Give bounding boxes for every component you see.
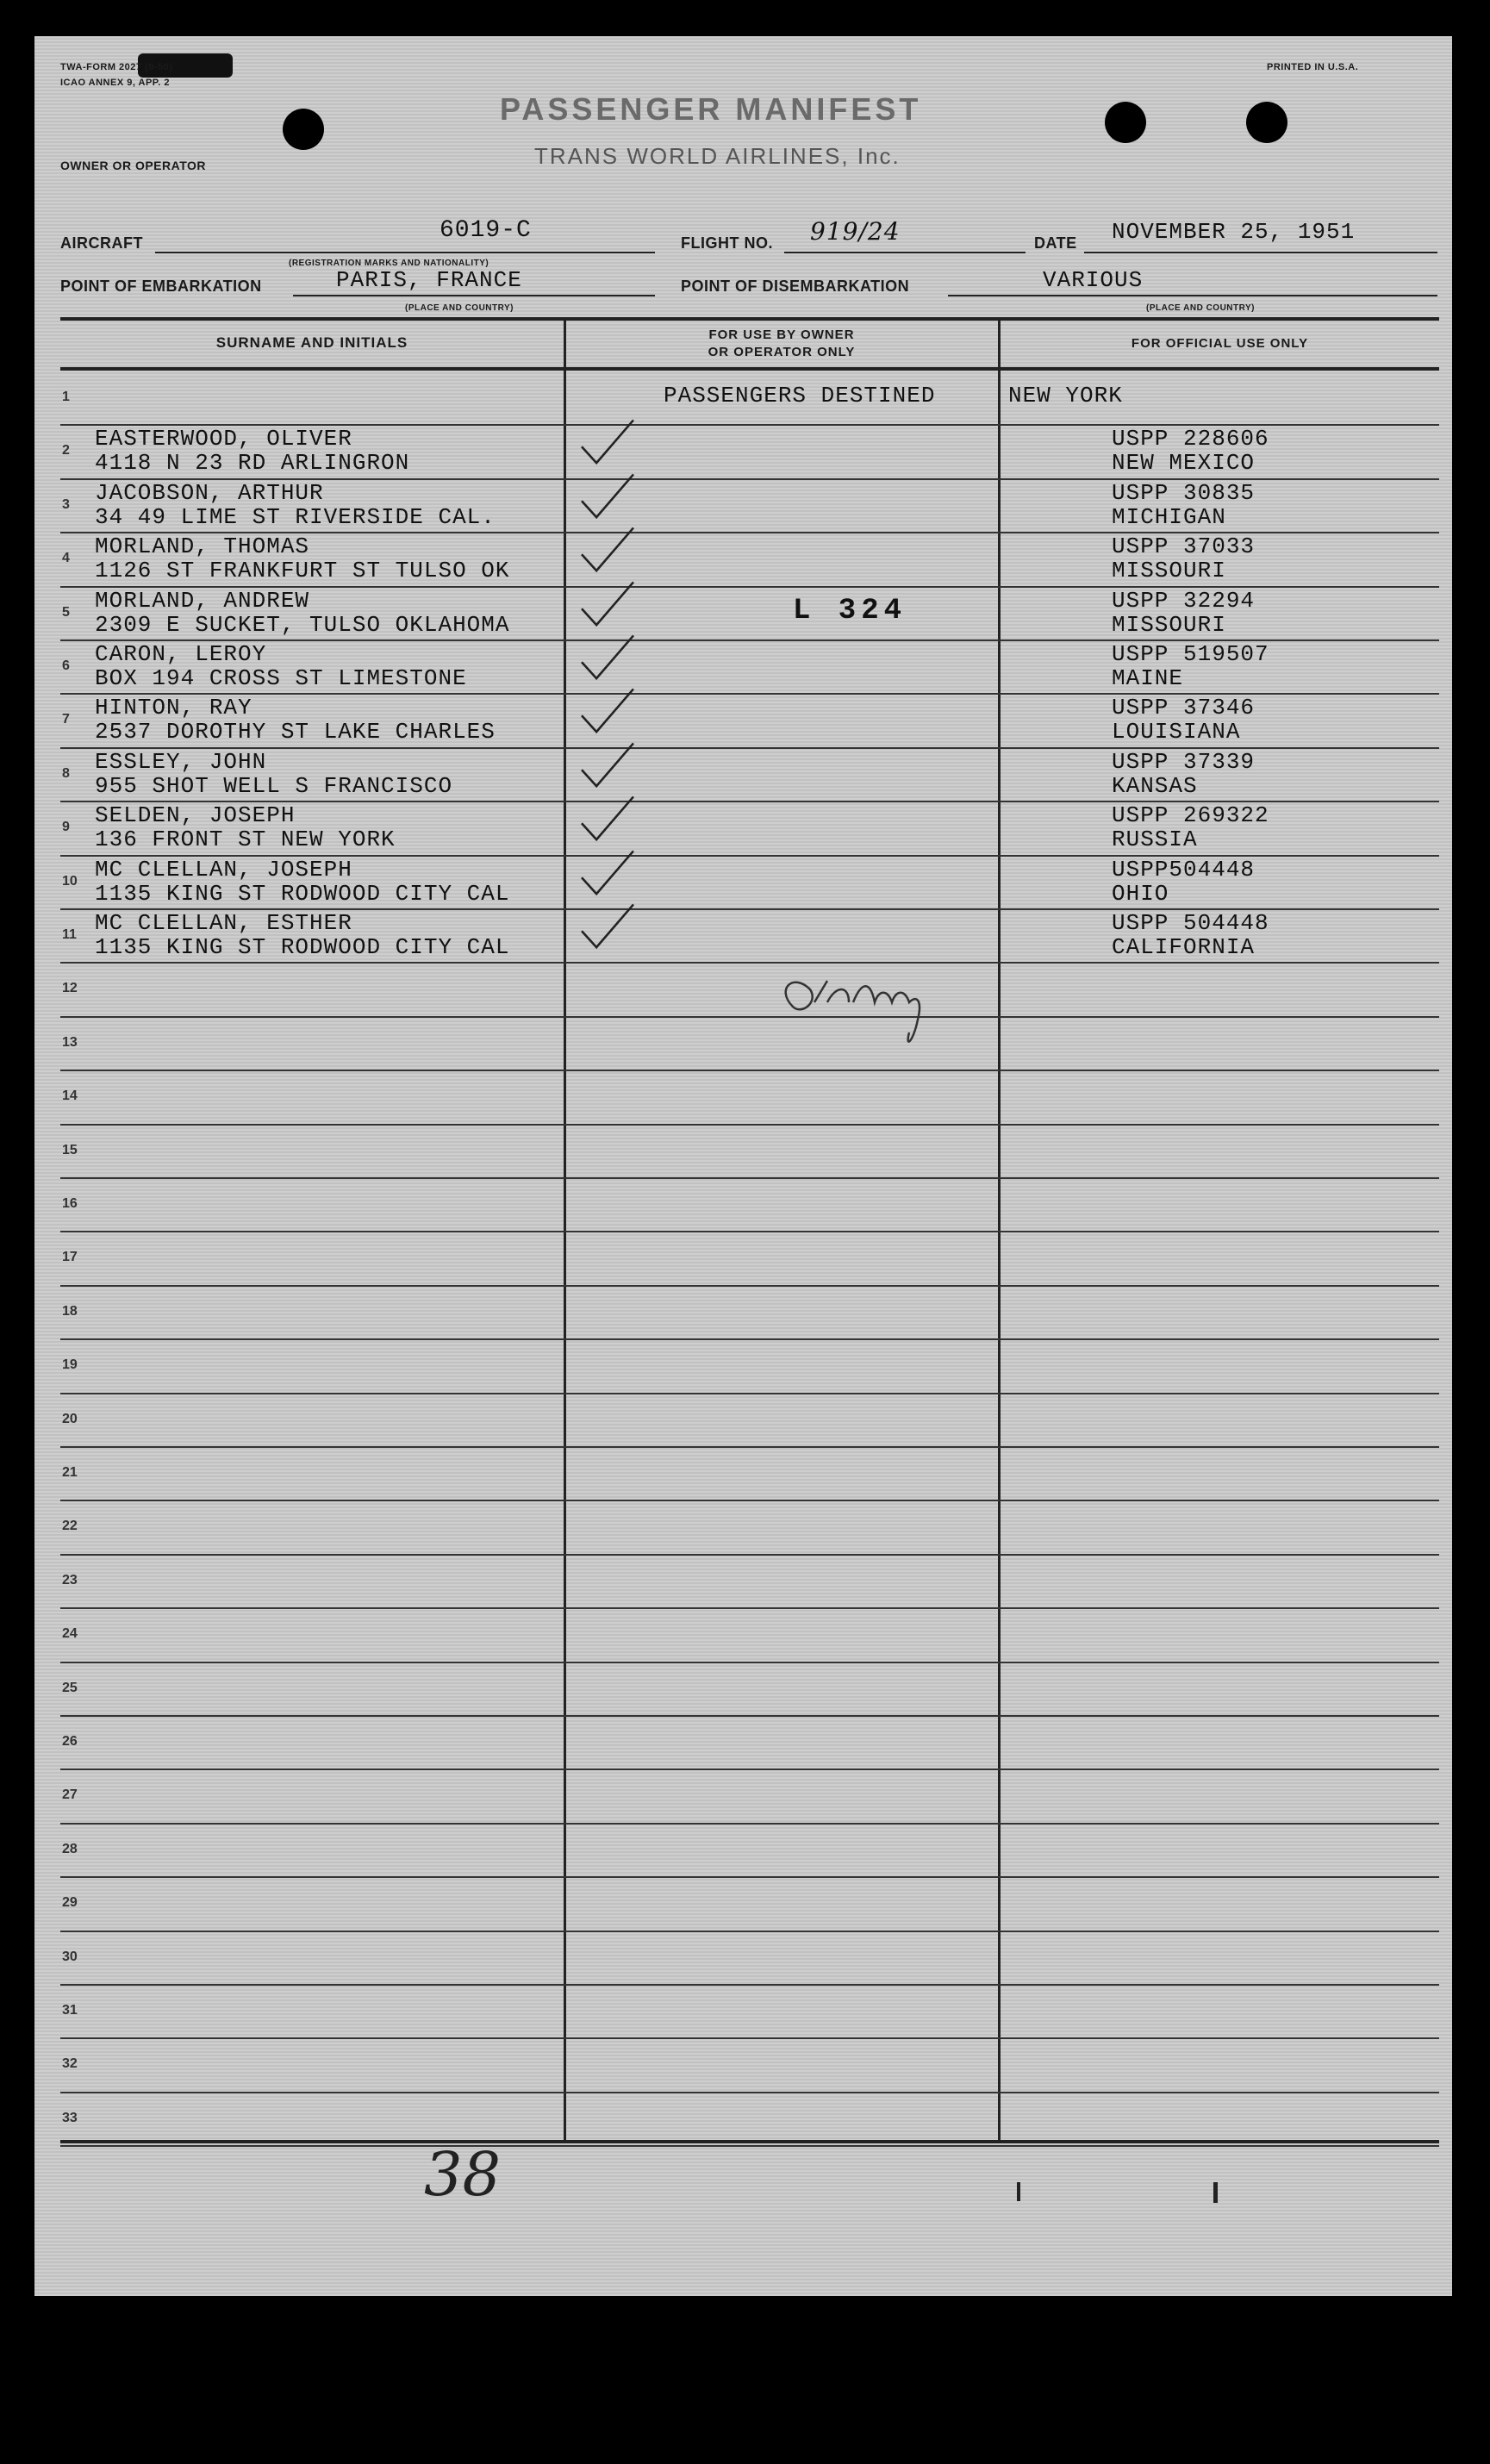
passenger-address: 34 49 LIME ST RIVERSIDE CAL. — [95, 504, 496, 530]
passenger-name: ESSLEY, JOHN — [95, 749, 267, 775]
check-mark-icon — [577, 848, 638, 900]
passenger-state: MICHIGAN — [1112, 504, 1226, 530]
passenger-state: MAINE — [1112, 665, 1184, 691]
row-number: 31 — [62, 2003, 78, 2018]
passport-number: USPP 37346 — [1112, 695, 1256, 720]
row-number: 23 — [62, 1573, 78, 1588]
disembarkation-value: VARIOUS — [1043, 267, 1144, 293]
header-bottom-rule — [60, 367, 1439, 371]
passenger-name: JACOBSON, ARTHUR — [95, 480, 324, 506]
check-mark-icon — [577, 794, 638, 845]
punch-hole-right-2 — [1246, 102, 1287, 143]
disembarkation-note: (PLACE AND COUNTRY) — [1146, 303, 1255, 313]
table-bottom-rule — [60, 2140, 1439, 2143]
row-number: 28 — [62, 1842, 78, 1856]
passenger-address: 2309 E SUCKET, TULSO OKLAHOMA — [95, 612, 510, 638]
row-rule — [60, 1124, 1439, 1126]
row-rule — [60, 1662, 1439, 1663]
check-mark-icon — [577, 686, 638, 738]
row-number: 6 — [62, 658, 70, 673]
row-rule — [60, 1446, 1439, 1448]
row-number: 11 — [62, 927, 77, 942]
embarkation-label: POINT OF EMBARKATION — [60, 278, 262, 295]
footer-tick-2 — [1213, 2182, 1218, 2203]
passenger-address: 1126 ST FRANKFURT ST TULSO OK — [95, 558, 510, 583]
row1-destination: NEW YORK — [1008, 383, 1123, 409]
footer-tick-1 — [1017, 2182, 1020, 2201]
row-rule — [60, 1285, 1439, 1287]
row-number: 14 — [62, 1089, 78, 1103]
passenger-address: 2537 DOROTHY ST LAKE CHARLES — [95, 719, 496, 745]
row-number: 5 — [62, 605, 70, 620]
date-value: NOVEMBER 25, 1951 — [1112, 219, 1356, 245]
column-surname-header: SURNAME AND INITIALS — [215, 334, 408, 351]
passenger-name: MORLAND, THOMAS — [95, 533, 310, 559]
row-number: 32 — [62, 2056, 78, 2071]
row-number: 8 — [62, 766, 70, 781]
row-number: 2 — [62, 443, 70, 458]
row-number: 25 — [62, 1681, 78, 1695]
row-number: 24 — [62, 1626, 78, 1641]
passenger-name: MORLAND, ANDREW — [95, 588, 310, 614]
column-owner-header-1: FOR USE BY OWNER — [708, 327, 855, 342]
row-rule — [60, 1823, 1439, 1825]
footer-handwritten-number: 38 — [424, 2139, 502, 2210]
column-owner-header-2: OR OPERATOR ONLY — [708, 345, 856, 359]
passport-number: USPP504448 — [1112, 857, 1256, 883]
row-rule — [60, 1393, 1439, 1394]
check-mark-icon — [577, 417, 638, 469]
passport-number: USPP 504448 — [1112, 910, 1269, 936]
row-number: 22 — [62, 1519, 78, 1533]
row-number: 4 — [62, 551, 70, 565]
table-top-rule — [60, 317, 1439, 321]
check-mark-icon — [577, 740, 638, 792]
row-number: 20 — [62, 1412, 78, 1426]
row-number: 33 — [62, 2111, 78, 2125]
passenger-address: 4118 N 23 RD ARLINGRON — [95, 450, 410, 476]
passenger-name: SELDEN, JOSEPH — [95, 802, 296, 828]
stamp-number: L 324 — [793, 595, 907, 627]
aircraft-underline — [155, 252, 655, 253]
row-number: 19 — [62, 1357, 78, 1372]
passenger-name: CARON, LEROY — [95, 641, 267, 667]
passenger-state: MISSOURI — [1112, 558, 1226, 583]
aircraft-note: (REGISTRATION MARKS AND NATIONALITY) — [289, 259, 489, 268]
flight-label: FLIGHT NO. — [681, 234, 773, 252]
row-rule — [60, 1338, 1439, 1340]
passport-number: USPP 37033 — [1112, 533, 1256, 559]
row-number: 1 — [62, 390, 70, 404]
row-rule — [60, 1768, 1439, 1770]
passport-number: USPP 228606 — [1112, 426, 1269, 452]
aircraft-label: AIRCRAFT — [60, 234, 143, 252]
row-number: 26 — [62, 1734, 78, 1749]
row-rule — [60, 1715, 1439, 1717]
aircraft-value: 6019-C — [440, 217, 532, 244]
row-rule — [60, 2145, 1439, 2147]
row-rule — [60, 1070, 1439, 1071]
punch-hole-left — [283, 109, 324, 150]
passenger-name: HINTON, RAY — [95, 695, 252, 720]
check-mark-icon — [577, 901, 638, 953]
passport-number: USPP 519507 — [1112, 641, 1269, 667]
passenger-state: RUSSIA — [1112, 827, 1198, 852]
row-number: 16 — [62, 1196, 78, 1211]
airline-name: TRANS WORLD AIRLINES, Inc. — [534, 143, 901, 169]
passenger-state: OHIO — [1112, 881, 1169, 907]
passport-number: USPP 269322 — [1112, 802, 1269, 828]
check-mark-icon — [577, 579, 638, 631]
check-mark-icon — [577, 633, 638, 684]
row-number: 13 — [62, 1035, 78, 1050]
form-number: TWA-FORM 2027 (9-50) — [60, 62, 173, 72]
passport-number: USPP 37339 — [1112, 749, 1256, 775]
passport-number: USPP 30835 — [1112, 480, 1256, 506]
disembarkation-label: POINT OF DISEMBARKATION — [681, 278, 910, 295]
row-number: 15 — [62, 1143, 78, 1157]
row-rule — [60, 1231, 1439, 1232]
printed-note: PRINTED IN U.S.A. — [1267, 62, 1359, 72]
row-number: 29 — [62, 1895, 78, 1910]
passenger-address: 955 SHOT WELL S FRANCISCO — [95, 773, 453, 799]
row-number: 12 — [62, 981, 78, 995]
row-rule — [60, 962, 1439, 964]
row-rule — [60, 1554, 1439, 1556]
row-rule — [60, 2037, 1439, 2039]
column-divider-2 — [998, 317, 1001, 2140]
passenger-state: NEW MEXICO — [1112, 450, 1256, 476]
embarkation-note: (PLACE AND COUNTRY) — [405, 303, 514, 313]
column-divider-1 — [564, 317, 566, 2140]
row-rule — [60, 1931, 1439, 1932]
date-underline — [1084, 252, 1437, 253]
handwritten-signature — [767, 955, 974, 1058]
page-title: PASSENGER MANIFEST — [500, 91, 922, 127]
punch-hole-right-1 — [1105, 102, 1146, 143]
check-mark-icon — [577, 471, 638, 523]
column-official-header: FOR OFFICIAL USE ONLY — [1131, 336, 1309, 351]
flight-value: 919/24 — [810, 217, 901, 246]
row-rule — [60, 1177, 1439, 1179]
passenger-name: EASTERWOOD, OLIVER — [95, 426, 352, 452]
row-rule — [60, 1984, 1439, 1986]
date-label: DATE — [1034, 234, 1077, 252]
passenger-name: MC CLELLAN, ESTHER — [95, 910, 352, 936]
owner-operator-label: OWNER OR OPERATOR — [60, 159, 206, 172]
row-number: 18 — [62, 1304, 78, 1319]
manifest-sheet — [34, 36, 1452, 2296]
row1-passengers-destined: PASSENGERS DESTINED — [664, 383, 936, 409]
row-number: 7 — [62, 712, 70, 727]
passenger-address: 136 FRONT ST NEW YORK — [95, 827, 396, 852]
row-number: 10 — [62, 874, 78, 889]
icao-annex: ICAO ANNEX 9, APP. 2 — [60, 78, 170, 88]
row-number: 27 — [62, 1787, 78, 1802]
passenger-address: 1135 KING ST RODWOOD CITY CAL — [95, 881, 510, 907]
passenger-state: CALIFORNIA — [1112, 934, 1256, 960]
row-rule — [60, 1500, 1439, 1501]
passenger-state: MISSOURI — [1112, 612, 1226, 638]
passport-number: USPP 32294 — [1112, 588, 1256, 614]
row-number: 9 — [62, 820, 70, 834]
passenger-state: LOUISIANA — [1112, 719, 1241, 745]
check-mark-icon — [577, 525, 638, 577]
disembarkation-underline — [948, 295, 1437, 296]
row-number: 30 — [62, 1949, 78, 1964]
passenger-state: KANSAS — [1112, 773, 1198, 799]
row-number: 21 — [62, 1465, 78, 1480]
row-number: 17 — [62, 1250, 78, 1264]
row-rule — [60, 2092, 1439, 2093]
passenger-name: MC CLELLAN, JOSEPH — [95, 857, 352, 883]
row-number: 3 — [62, 497, 70, 512]
embarkation-underline — [293, 295, 655, 296]
row-rule — [60, 1607, 1439, 1609]
flight-underline — [784, 252, 1026, 253]
row-rule — [60, 1876, 1439, 1878]
row-rule — [60, 1016, 1439, 1018]
embarkation-value: PARIS, FRANCE — [336, 267, 522, 293]
passenger-address: BOX 194 CROSS ST LIMESTONE — [95, 665, 467, 691]
passenger-address: 1135 KING ST RODWOOD CITY CAL — [95, 934, 510, 960]
